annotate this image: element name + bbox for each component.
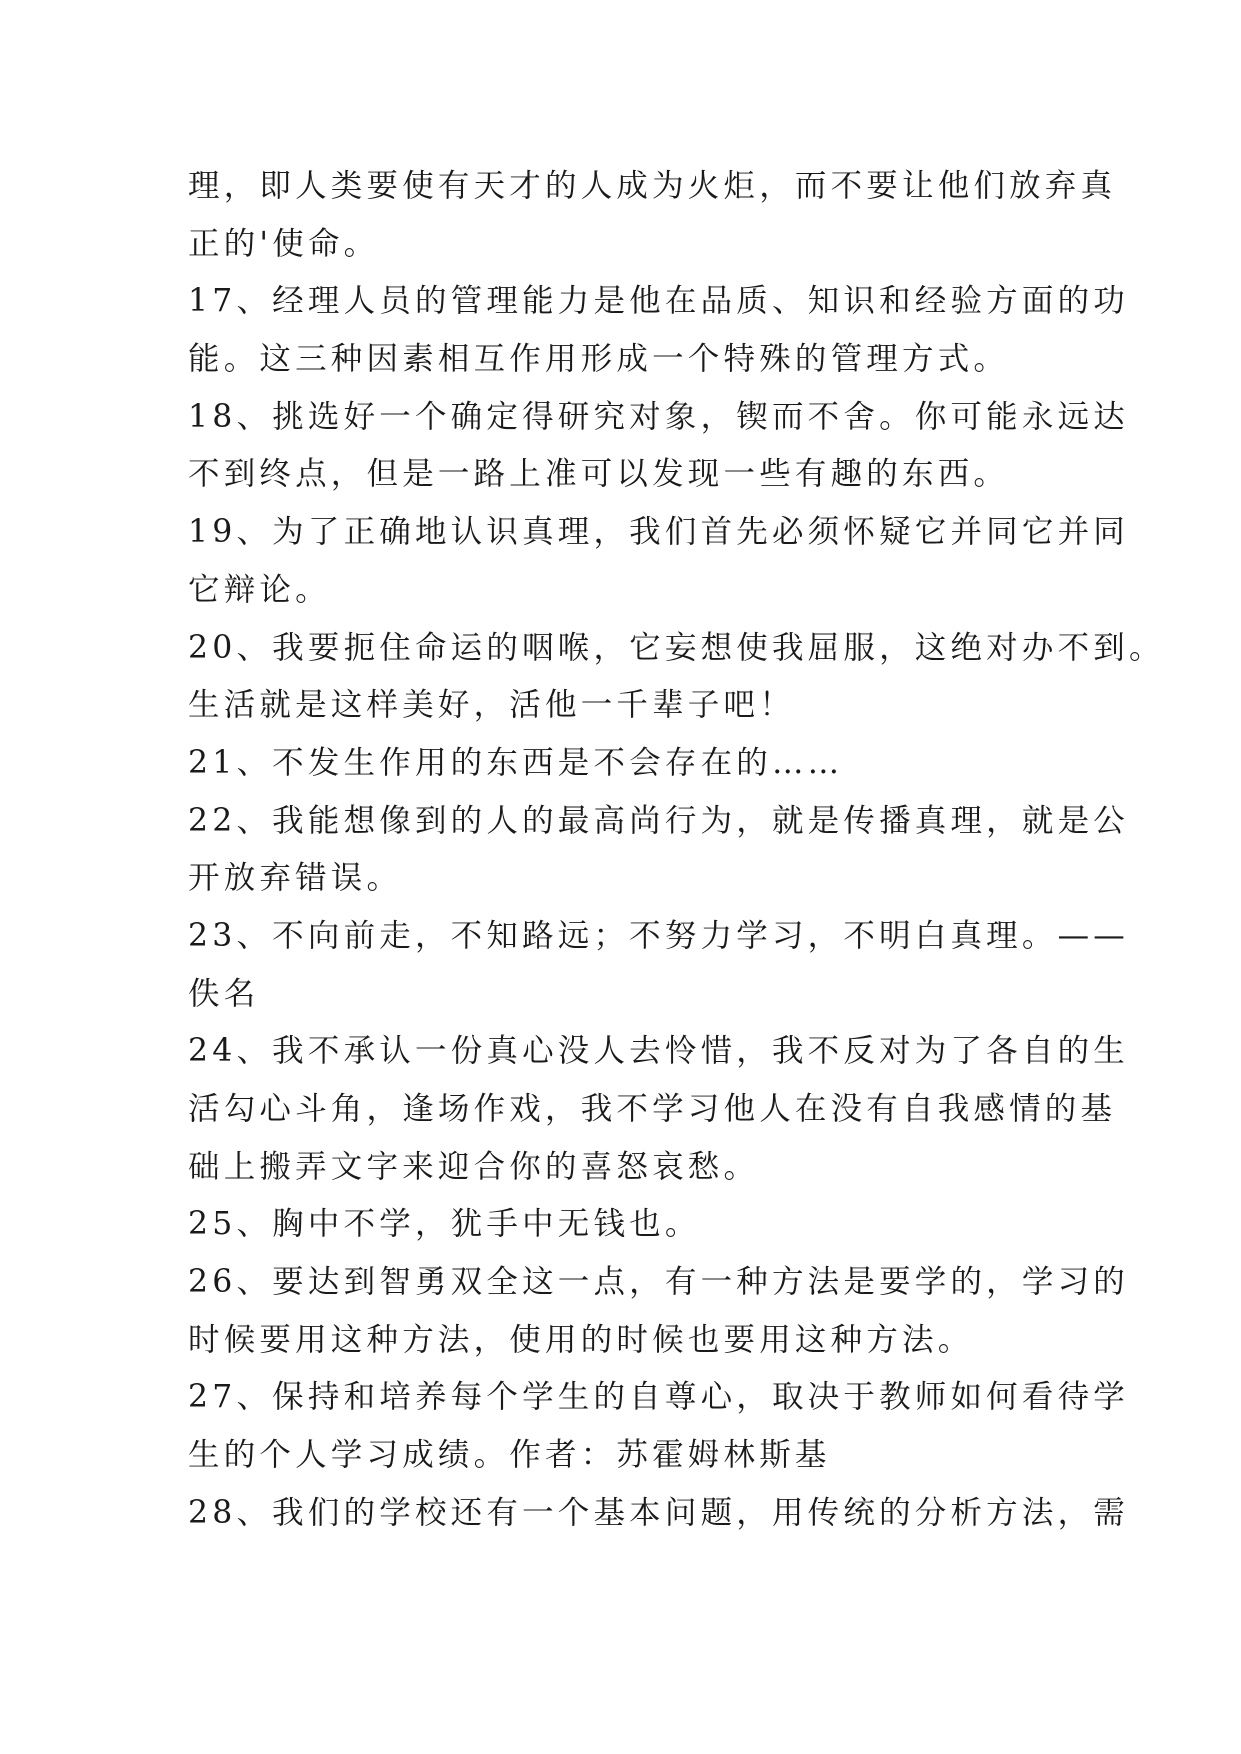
text-line: 17、经理人员的管理能力是他在品质、知识和经验方面的功 bbox=[188, 283, 1129, 320]
text-line: 活勾心斗角，逢场作戏，我不学习他人在没有自我感情的基 bbox=[188, 1091, 1117, 1127]
text-line: 25、胸中不学，犹手中无钱也。 bbox=[188, 1206, 701, 1243]
text-line: 佚名 bbox=[188, 975, 260, 1012]
text-line: 理，即人类要使有天才的人成为火炬，而不要让他们放弃真 bbox=[188, 168, 1117, 204]
text-line: 26、要达到智勇双全这一点，有一种方法是要学的，学习的 bbox=[188, 1264, 1129, 1301]
text-line: 21、不发生作用的东西是不会存在的…… bbox=[188, 744, 844, 781]
text-line: 开放弃错误。 bbox=[188, 860, 403, 897]
text-line: 时候要用这种方法，使用的时候也要用这种方法。 bbox=[188, 1321, 974, 1358]
text-line: 27、保持和培养每个学生的自尊心，取决于教师如何看待学 bbox=[188, 1379, 1129, 1416]
text-line: 能。这三种因素相互作用形成一个特殊的管理方式。 bbox=[188, 341, 1010, 378]
text-line: 24、我不承认一份真心没人去怜惜，我不反对为了各自的生 bbox=[188, 1033, 1129, 1070]
text-line: 22、我能想像到的人的最高尚行为，就是传播真理，就是公 bbox=[188, 802, 1129, 839]
text-line: 础上搬弄文字来迎合你的喜怒哀愁。 bbox=[188, 1148, 760, 1185]
text-line: 生活就是这样美好，活他一千辈子吧！ bbox=[188, 687, 795, 724]
document-body bbox=[188, 158, 1165, 1543]
text-line: 28、我们的学校还有一个基本问题，用传统的分析方法，需 bbox=[188, 1494, 1129, 1531]
text-line: 生的个人学习成绩。作者：苏霍姆林斯基 bbox=[188, 1437, 831, 1474]
text-line: 不到终点，但是一路上准可以发现一些有趣的东西。 bbox=[188, 456, 1010, 493]
text-line: 正的'使命。 bbox=[188, 225, 380, 262]
text-line: 20、我要扼住命运的咽喉，它妄想使我屈服，这绝对办不到。 bbox=[188, 629, 1165, 666]
text-line: 19、为了正确地认识真理，我们首先必须怀疑它并同它并同 bbox=[188, 514, 1129, 551]
text-line: 它辩论。 bbox=[188, 571, 331, 608]
text-line: 23、不向前走，不知路远；不努力学习，不明白真理。—— bbox=[188, 917, 1129, 954]
text-line: 18、挑选好一个确定得研究对象，锲而不舍。你可能永远达 bbox=[188, 398, 1129, 435]
